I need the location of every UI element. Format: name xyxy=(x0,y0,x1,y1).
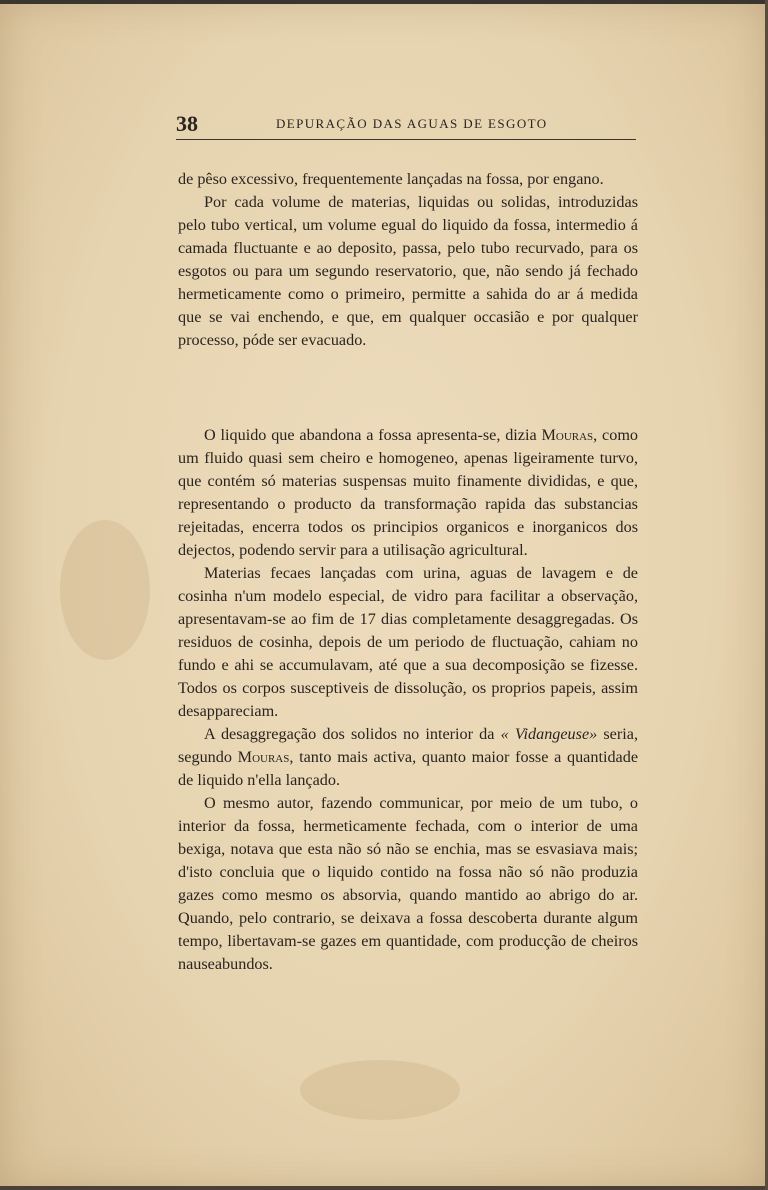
paragraph-text: , tanto mais activa, quanto maior fosse a quantidade de liquido n'ella lançado. xyxy=(178,748,639,789)
page-header xyxy=(176,108,636,138)
paragraph: Por cada volume de materias, liquidas ou solidas, introduzidas pelo tubo vertical, um volume egual do liquido da fossa, intermedio á camada fluctuante e ao deposito, passa, pelo tubo recurvado, para os esgotos ou para um segundo reservatorio, que, não sendo já fechado hermeticamente como o primeiro, permitte a sahida do ar á medida que se vai enchendo, e que, em qualquer occasião e por qualquer processo, póde ser evacuado. xyxy=(178,193,638,349)
paragraph: de pêso excessivo, frequentemente lançadas na fossa, por engano. xyxy=(178,170,604,188)
page-top-edge xyxy=(0,0,768,4)
device-name: « Vidangeuse» xyxy=(500,725,598,743)
page-bottom-edge xyxy=(0,1186,768,1190)
paragraph-text: O liquido que abandona a fossa apresenta-se, dizia xyxy=(204,426,542,444)
text-block-lower xyxy=(178,424,638,976)
paragraph: O mesmo autor, fazendo communicar, por meio de um tubo, o interior da fossa, hermeticamente fechada, com o interior de uma bexiga, notava que esta não só não se enchia, mas se esvasiava mais; d'isto concluia que o liquido contido na fossa não só não produzia gazes como mesmo os absorvia, quando mantido ao abrigo do ar. Quando, pelo contrario, se deixava a fossa descoberta durante algum tempo, libertavam-se gazes em quantidade, com producção de cheiros nauseabundos. xyxy=(178,794,638,973)
author-name: Mouras xyxy=(237,748,290,766)
paragraph: Materias fecaes lançadas com urina, aguas de lavagem e de cosinha n'um modelo especial, de vidro para facilitar a observação, apresentavam-se ao fim de 17 dias completamente desaggregadas. Os residuos de cosinha, depois de um periodo de fluctuação, cahiam no fundo e ahi se accumulavam, até que a sua decomposição se fizesse. Todos os corpos susceptiveis de dissolução, os proprios papeis, assim desappareciam. xyxy=(178,564,638,720)
page-number: 38 xyxy=(176,111,198,136)
paragraph xyxy=(178,424,638,562)
paper-stain xyxy=(300,1060,460,1120)
header-rule xyxy=(176,139,636,140)
running-head: DEPURAÇÃO DAS AGUAS DE ESGOTO xyxy=(276,116,548,131)
paragraph xyxy=(178,723,638,792)
paragraph-text: seria, segundo xyxy=(178,725,638,766)
paragraph-text: A desaggregação dos solidos no interior da xyxy=(204,725,501,743)
paragraph-text: , como um fluido quasi sem cheiro e homogeneo, apenas ligeiramente turvo, que contém só materias suspensas muito finamente divididas, e que, representando o producto da transformação rapida das substancias rejeitadas, encerra todos os principios organicos e inorganicos dos dejectos, podendo servir para a utilisação agricultural. xyxy=(178,426,639,559)
text-block-upper xyxy=(178,168,638,352)
author-name: Mouras xyxy=(541,426,594,444)
paper-stain xyxy=(60,520,150,660)
